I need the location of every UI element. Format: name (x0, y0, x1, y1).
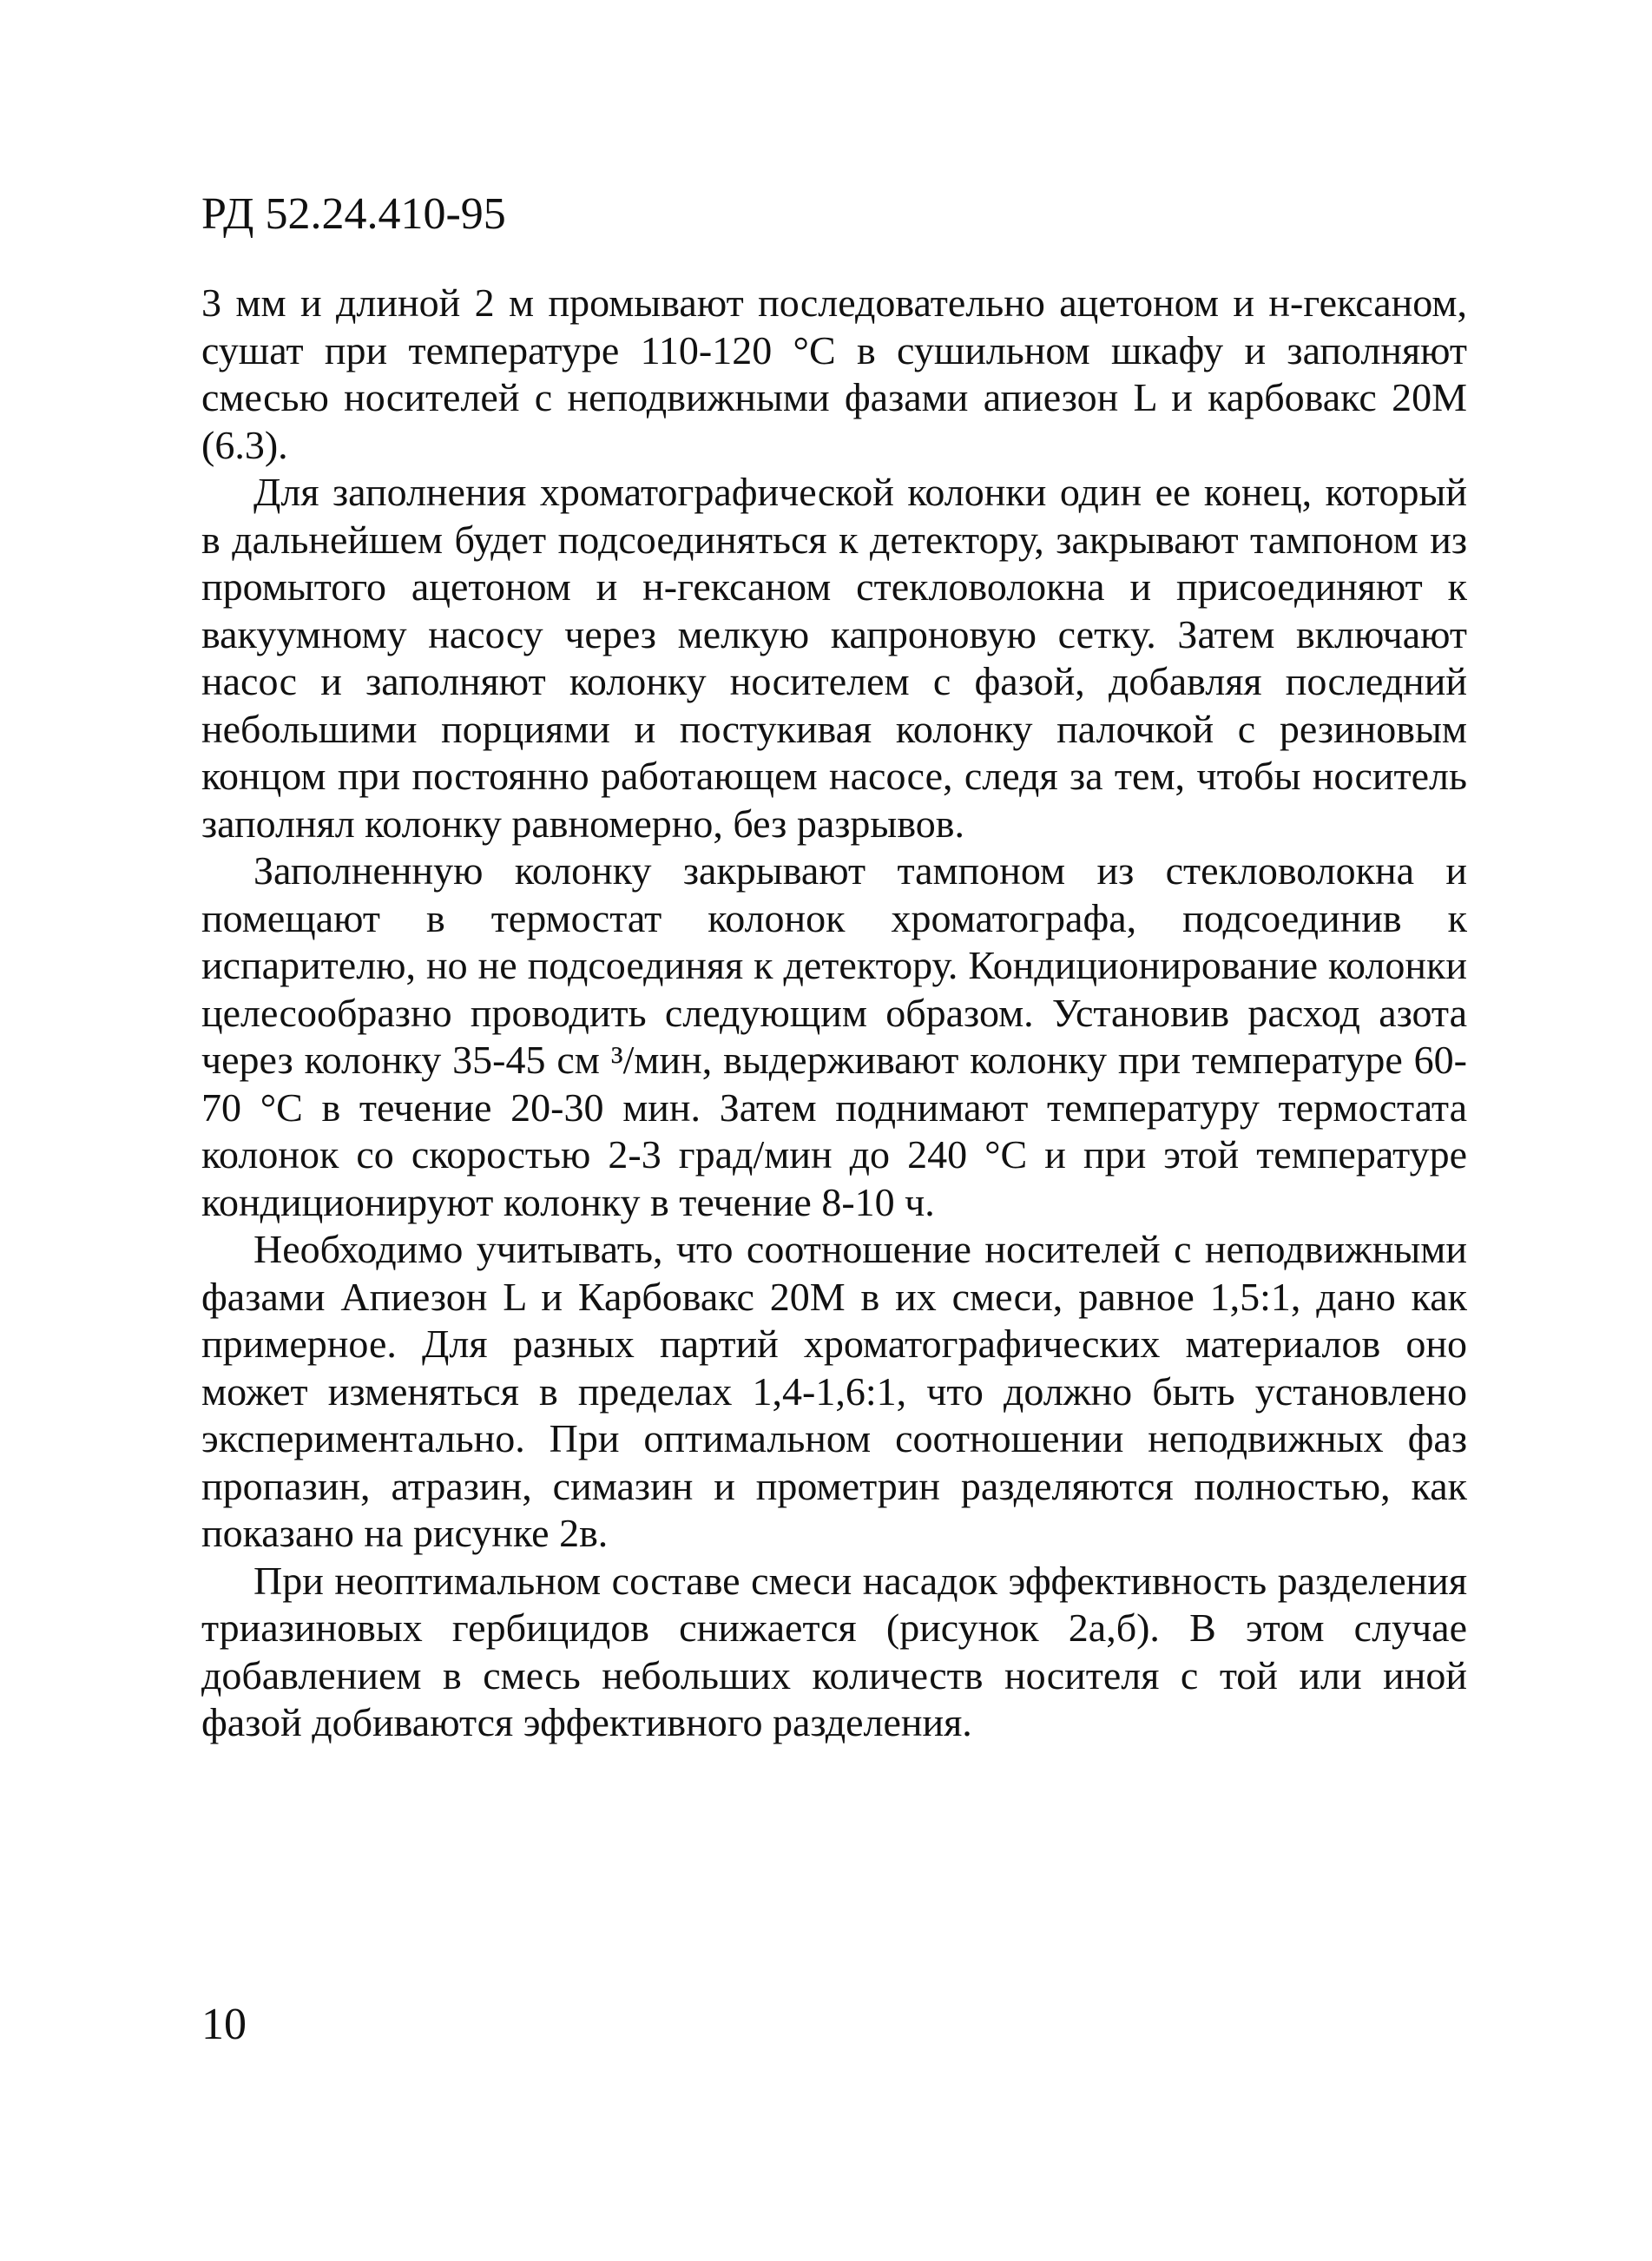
paragraph-3: Заполненную колонку закрывают тампоном из стекловолокна и помещают в термостат колонок хроматографа, подсоединив к испарителю, но не подсоединяя к детектору. Кондиционирование колонки целесообразно проводить следующим образом. Установив расход азота через колонку 35-45 см ³/мин, выдерживают колонку при температуре 60-70 °С в течение 20-30 мин. Затем поднимают температуру термостата колонок со скоростью 2-3 град/мин до 240 °С и при этой температуре кондиционируют колонку в течение 8-10 ч. (201, 848, 1467, 1224)
paragraph-1: 3 мм и длиной 2 м промывают последовательно ацетоном и н-гексаном, сушат при температуре 110-120 °С в сушильном шкафу и заполняют смесью носителей с неподвижными фазами апиезон L и карбовакс 20М (6.3). (201, 280, 1467, 467)
paragraph-2: Для заполнения хроматографической колонки один ее конец, который в дальнейшем будет подсоединяться к детектору, закрывают тампоном из промытого ацетоном и н-гексаном стекловолокна и присоединяют к вакуумному насосу через мелкую капроновую сетку. Затем включают насос и заполняют колонку носителем с фазой, добавляя последний небольшими порциями и постукивая колонку палочкой с резиновым концом при постоянно работающем насосе, следя за тем, чтобы носитель заполнял колонку равномерно, без разрывов. (201, 470, 1467, 846)
body-text (201, 280, 1467, 1747)
paragraph-4: Необходимо учитывать, что соотношение носителей с неподвижными фазами Апиезон L и Карбовакс 20М в их смеси, равное 1,5:1, дано как примерное. Для разных партий хроматографических материалов оно может изменяться в пределах 1,4-1,6:1, что должно быть установлено экспериментально. При оптимальном соотношении неподвижных фаз пропазин, атразин, симазин и прометрин разделяются полностью, как показано на рисунке 2в. (201, 1227, 1467, 1555)
paragraph-5: При неоптимальном составе смеси насадок эффективность разделения триазиновых гербицидов снижается (рисунок 2а,б). В этом случае добавлением в смесь небольших количеств носителя с той или иной фазой добиваются эффективного разделения. (201, 1558, 1467, 1744)
document-code: РД 52.24.410-95 (201, 189, 506, 239)
page-number: 10 (201, 2000, 247, 2049)
